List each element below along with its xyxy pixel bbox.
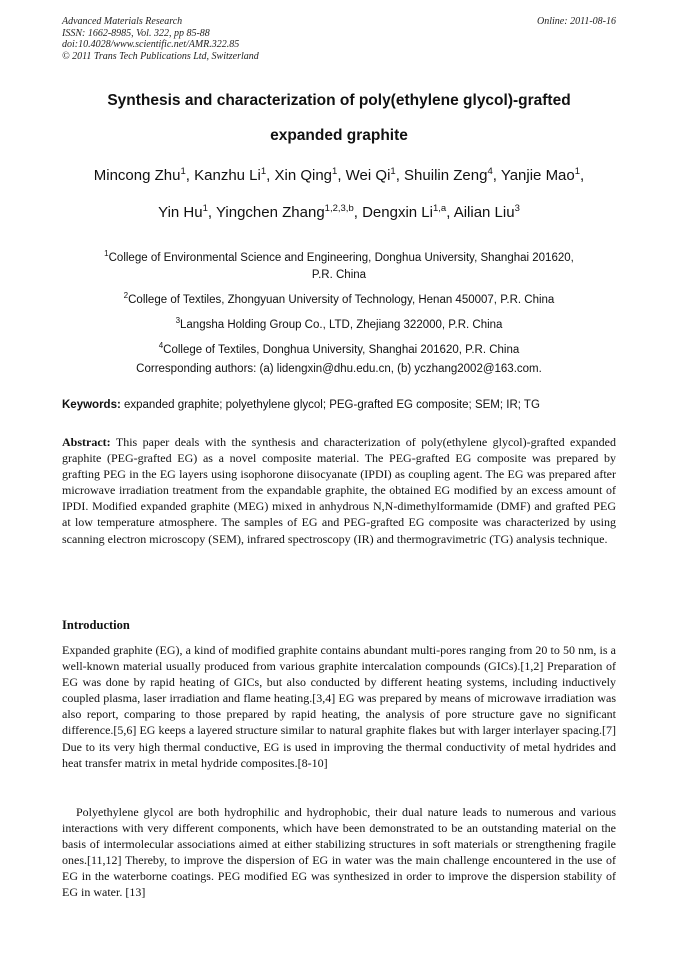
journal-name: Advanced Materials Research: [62, 16, 183, 27]
author-name: Yingchen Zhang: [215, 204, 325, 221]
affiliation-marker: 3: [175, 316, 181, 325]
introduction-paragraph-2: Polyethylene glycol are both hydrophilic and hydrophobic, their dual nature leads to numerous and various interactions with very different components, which have been demonstrated to be an outstanding material on the basis of intermolecular associations aimed at either stabilizing structures in soft materials or strengthening fragile ones.[11,12] Thereby, to improve the dispersion of EG in water was the main challenge encountered in the use of EG in the waterborne coatings. PEG modified EG was synthesized in order to improve the dispersion stability of EG in water. [13]: [62, 805, 616, 900]
author-affiliation: 1: [202, 203, 208, 214]
affiliation-text: College of Textiles, Donghua University, Shanghai 201620, P.R. China: [163, 343, 520, 356]
affiliation-3: [62, 312, 616, 334]
paper-title-line-1: Synthesis and characterization of poly(ethylene glycol)-grafted: [107, 92, 571, 109]
author-name: Yin Hu: [158, 204, 203, 221]
affiliation-1: [62, 245, 616, 284]
author-affiliation: 1: [574, 166, 581, 177]
author-affiliation: 1: [180, 166, 186, 177]
online-date: Online: 2011-08-16: [537, 16, 616, 27]
affiliation-text: College of Textiles, Zhongyuan University of Technology, Henan 450007, P.R. China: [128, 293, 555, 306]
author-name: Ailian Liu: [453, 204, 515, 221]
corresponding-authors: Corresponding authors: (a) lidengxin@dhu.edu.cn, (b) yczhang2002@163.com.: [136, 363, 542, 375]
journal-header: [62, 16, 259, 62]
affiliation-4: [62, 337, 616, 359]
affiliation-2: [62, 287, 616, 309]
author-name: Kanzhu Li: [194, 167, 261, 184]
affiliation-marker: 1: [104, 249, 109, 258]
affiliation-marker: 4: [158, 341, 164, 350]
introduction-paragraph-1: Expanded graphite (EG), a kind of modified graphite contains abundant multi-pores ranging from 20 to 50 nm, is a well-known material usually produced from various graphite intercalation compounds (GICs).[1,2] Preparation of EG was done by rapid heating of GICs, but also conducted by different heating systems, including inductively coupled plasma, laser irradiation and flame heating.[3,4] EG was prepared by means of microwave irradiation was also report, comparing to those prepared by rapid heating, the analysis of pore structure gave no significant difference.[5,6] EG keeps a layered structure similar to natural graphite flakes but with larger interlayer spacing.[7] Due to its very high thermal conductive, EG is used in improving the thermal conductivity of metal hydrides and heat transfer matrix in metal hydride composites.[8-10]: [62, 643, 616, 770]
author-name: Dengxin Li: [362, 204, 433, 221]
author-line-2: Yin Hu$^1$, Yingchen Zhang$^{1,2,3,b}$, Dengxin Li$^{1,a}$, Ailian Liu$^3$: [158, 203, 520, 221]
section-heading-introduction: Introduction: [62, 618, 130, 632]
keywords-label: Keywords:: [62, 399, 121, 411]
author-affiliation: 1: [260, 166, 267, 177]
author-affiliation: 1,a: [432, 203, 447, 214]
copyright: © 2011 Trans Tech Publications Ltd, Switzerland: [62, 50, 259, 62]
author-affiliation: 3: [514, 203, 520, 214]
author-name: Xin Qing: [274, 167, 333, 184]
affiliation-marker: 2: [123, 291, 129, 300]
paper-title-line-2: expanded graphite: [270, 127, 408, 144]
author-name: Wei Qi: [345, 167, 391, 184]
affiliation-text: Langsha Holding Group Co., LTD, Zhejiang 322000, P.R. China: [180, 318, 503, 331]
author-affiliation: 1,2,3,b: [324, 203, 354, 214]
issn: ISSN: 1662-8985, Vol. 322, pp 85-88: [62, 27, 210, 39]
abstract-text: This paper deals with the synthesis and characterization of poly(ethylene glycol)-grafted expanded graphite (PEG-grafted EG) as a novel composite material. The PEG-grafted EG composite was prepared by grafting PEG in the EG layers using isophorone diisocyanate (IPDI) as coupling agent. The EG was prepared after microwave irradiation treatment from the expandable graphite, the obtained EG modified by an excess amount of IPDI. Modified expanded graphite (MEG) mixed in anhydrous N,N-dimethylformamide (DMF) and grafted PEG at low temperature atmosphere. The samples of EG and PEG-grafted EG composite was characterized by using scanning electron microscopy (SEM), infrared spectroscopy (IR) and thermogravimetric (TG) analysis technique.: [62, 435, 616, 546]
author-affiliation: 4: [487, 166, 493, 177]
keywords: [62, 399, 622, 411]
keywords-text: expanded graphite; polyethylene glycol; PEG-grafted EG composite; SEM; IR; TG: [120, 399, 540, 411]
author-affiliation: 1: [332, 166, 338, 177]
author-affiliation: 1: [390, 166, 396, 177]
affiliation-text: College of Environmental Science and Engineering, Donghua University, Shanghai 201620,: [108, 251, 574, 264]
author-line-1: Mincong Zhu$^1$, Kanzhu Li$^1$, Xin Qing$^1$, Wei Qi$^1$, Shuilin Zeng$^4$, Yanjie Mao$^1$,: [93, 166, 585, 184]
doi: doi:10.4028/www.scientific.net/AMR.322.85: [62, 39, 240, 50]
author-name: Mincong Zhu: [93, 167, 181, 184]
abstract: [62, 434, 616, 547]
author-name: Yanjie Mao: [500, 167, 575, 184]
author-name: Shuilin Zeng: [404, 167, 488, 184]
abstract-label: Abstract:: [62, 435, 111, 449]
affiliation-text: P.R. China: [311, 268, 367, 281]
